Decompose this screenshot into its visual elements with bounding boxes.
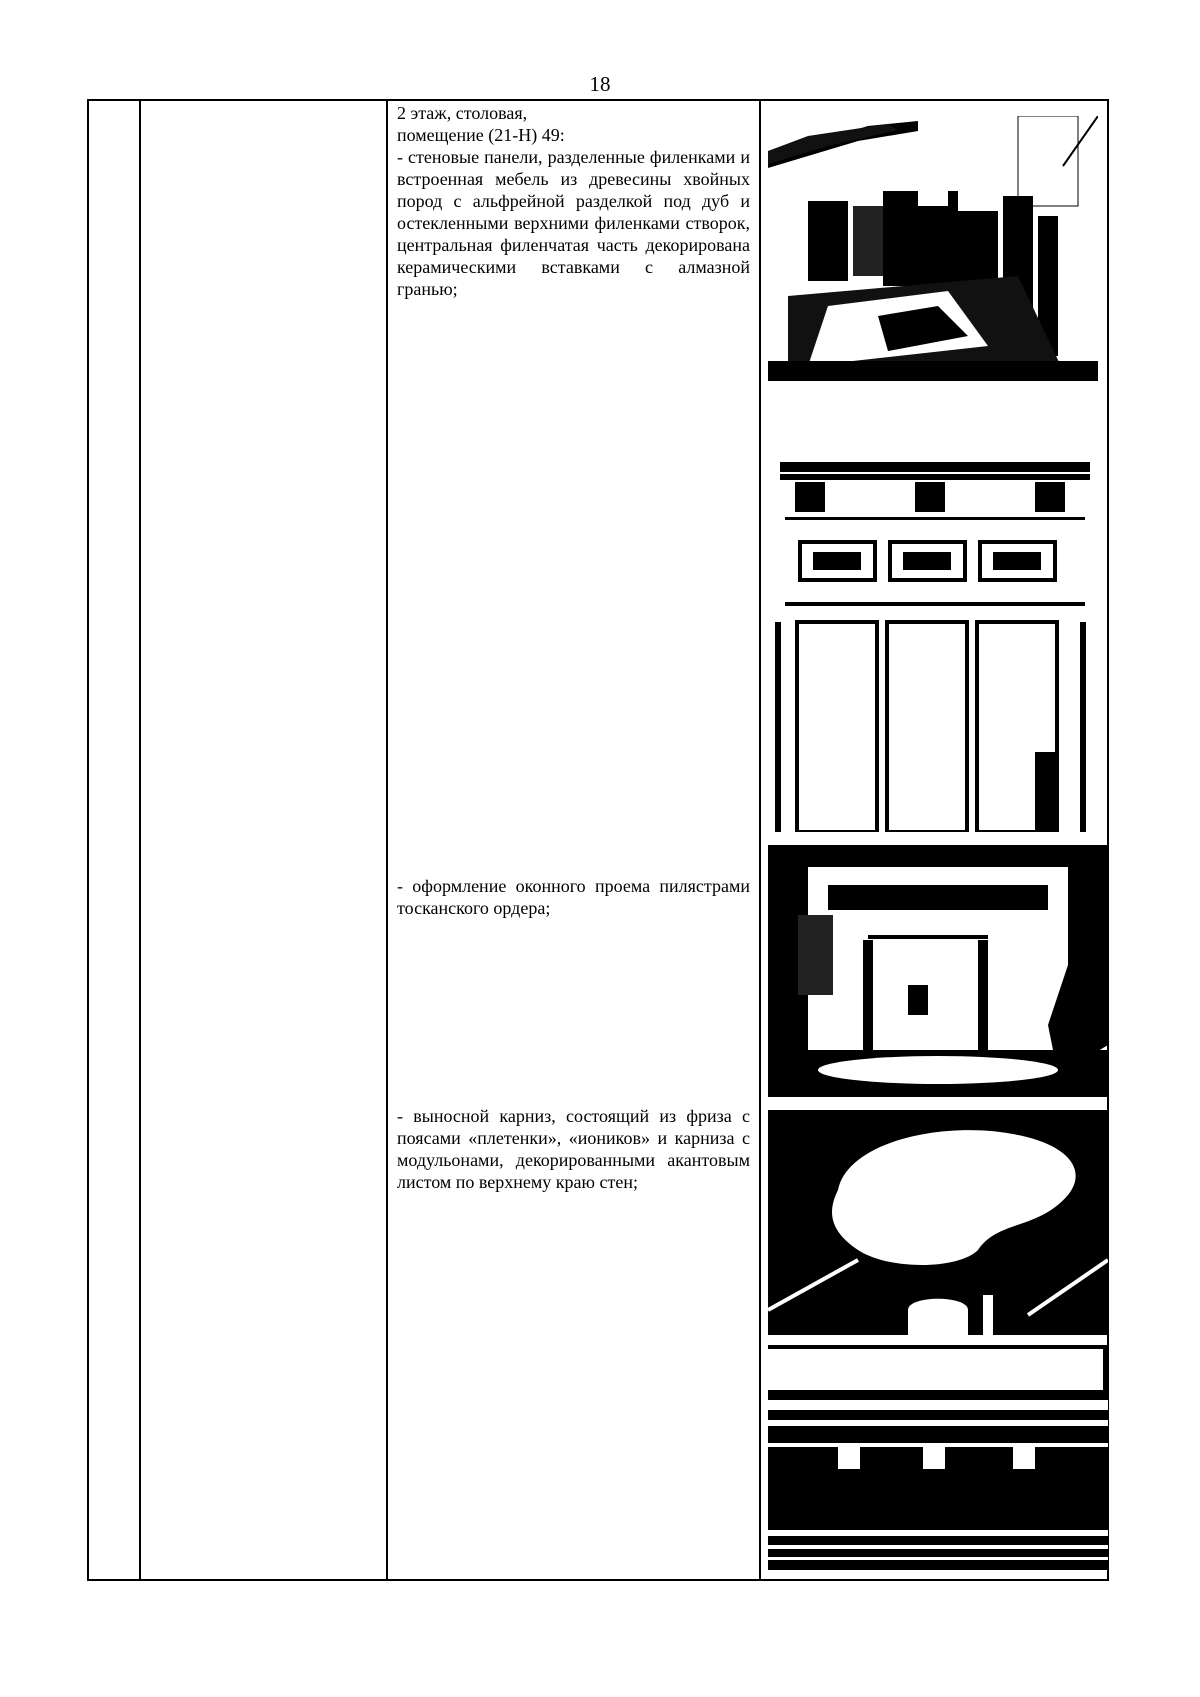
photo-paneled-cabinet <box>775 462 1095 832</box>
panels-item-text: - стеновые панели, разделенные филенками и встроенная мебель из древесины хвойных пород с альфрейной разделкой под дуб и остекленными верхними филенками створок, центральная филенчатая часть декорирована керамическими вставками с алмазной гранью; <box>397 147 750 299</box>
photo-cornice-modillions <box>768 1345 1108 1570</box>
page-number: 18 <box>589 72 611 96</box>
photo-dining-room-interior <box>768 116 1098 381</box>
photo-window-pilasters <box>768 845 1108 1097</box>
column-divider <box>386 99 388 1581</box>
cornice-item-text: - выносной карниз, состоящий из фриза с поясами «плетенки», «иоников» и карниза с модульонами, декорированными акантовым листом по верхнему краю стен; <box>397 1106 750 1192</box>
column-divider <box>759 99 761 1581</box>
description-window <box>397 875 750 919</box>
room-heading-line2: помещение (21-Н) 49: <box>397 125 565 145</box>
description-cornice <box>397 1105 750 1193</box>
photo-ceiling-cornice <box>768 1110 1108 1335</box>
description-panels <box>397 102 750 300</box>
room-heading-line1: 2 этаж, столовая, <box>397 103 528 123</box>
window-item-text: - оформление оконного проема пилястрами тосканского ордера; <box>397 876 750 918</box>
column-divider <box>139 99 141 1581</box>
